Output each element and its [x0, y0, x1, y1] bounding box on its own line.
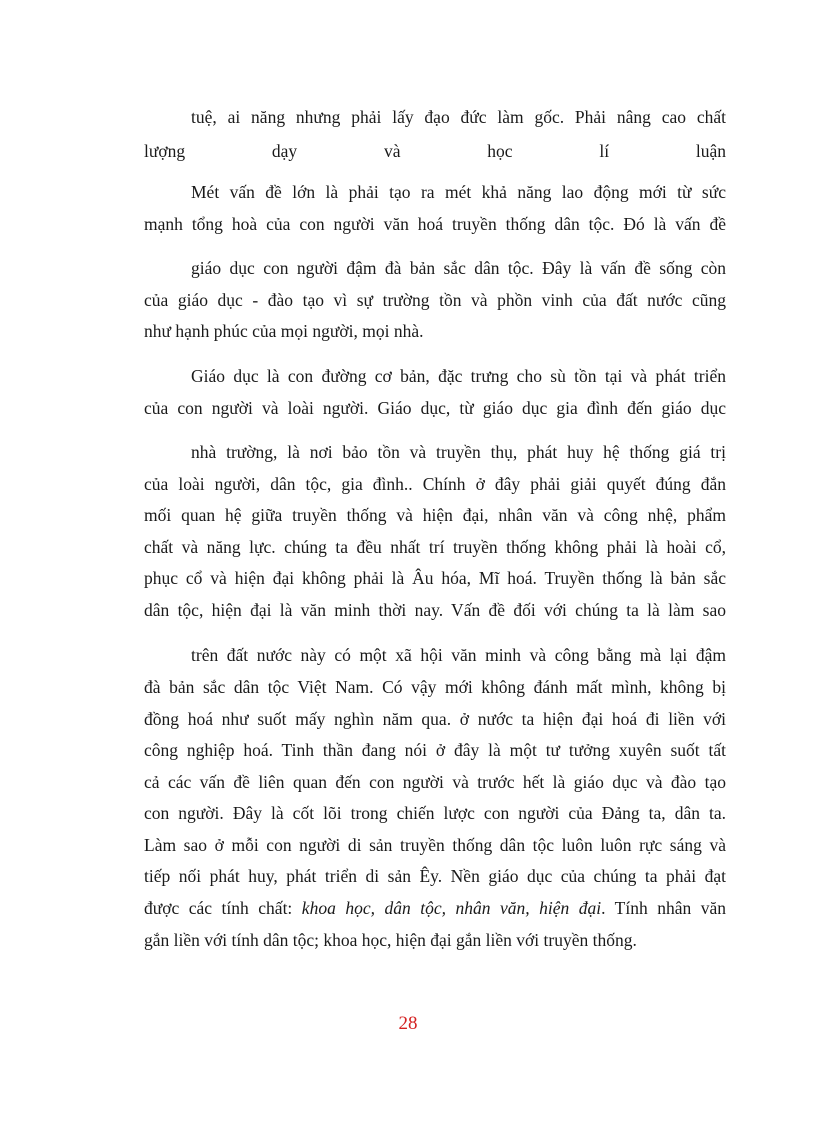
text-line [144, 896, 726, 920]
text-line: phục cổ và hiện đại không phải là Âu hóa, Mĩ hoá. Truyền thống là bản sắc [144, 568, 726, 588]
text-line: công nghiệp hoá. Tinh thần đang nói ở đây là một tư tưởng xuyên suốt tất [144, 740, 726, 760]
text-line: dân tộc, hiện đại là văn minh thời nay. Vấn đề đối với chúng ta là làm sao [144, 600, 726, 620]
text-line: tuệ, ai năng nhưng phải lấy đạo đức làm gốc. Phải nâng cao chất [191, 107, 726, 127]
text-line: như hạnh phúc của mọi người, mọi nhà. [144, 321, 424, 341]
text-line: cả các vấn đề liên quan đến con người và trước hết là giáo dục và đào tạo [144, 772, 726, 792]
text-line: của loài người, dân tộc, gia đình.. Chính ở đây phải giải quyết đúng đắn [144, 474, 726, 494]
text-line: trên đất nước này có một xã hội văn minh và công bằng mà lại đậm [191, 645, 726, 665]
text-segment: được các tính chất: [144, 898, 302, 918]
text-line: đà bản sắc dân tộc Việt Nam. Có vậy mới không đánh mất mình, không bị [144, 677, 726, 697]
text-line: của con người và loài người. Giáo dục, từ giáo dục gia đình đến giáo dục [144, 398, 726, 418]
text-line: con người. Đây là cốt lõi trong chiến lược con người của Đảng ta, dân ta. [144, 803, 726, 823]
text-line: tiếp nối phát huy, phát triển di sản Êy. Nền giáo dục của chúng ta phải đạt [144, 866, 726, 886]
text-line: mạnh tổng hoà của con người văn hoá truyền thống dân tộc. Đó là vấn đề [144, 214, 726, 234]
page-number: 28 [398, 1013, 418, 1034]
text-line: giáo dục con người đậm đà bản sắc dân tộc. Đây là vấn đề sống còn [191, 258, 726, 278]
text-line: Làm sao ở mỗi con người di sản truyền thống dân tộc luôn luôn rực sáng và [144, 835, 726, 855]
text-line: đồng hoá như suốt mấy nghìn năm qua. ở nước ta hiện đại hoá đi liền với [144, 709, 726, 729]
text-line: chất và năng lực. chúng ta đều nhất trí truyền thống không phải là hoài cổ, [144, 537, 726, 557]
text-line: nhà trường, là nơi bảo tồn và truyền thụ, phát huy hệ thống giá trị [191, 442, 726, 462]
text-segment: . Tính nhân văn [601, 898, 726, 918]
text-line: lượng dạy và học lí luận [144, 141, 726, 161]
text-line: mối quan hệ giữa truyền thống và hiện đại, nhân văn và công nhệ, phẩm [144, 505, 726, 525]
text-line: Mét vấn đề lớn là phải tạo ra mét khả năng lao động mới từ sức [191, 182, 726, 202]
text-line: của giáo dục - đào tạo vì sự trường tồn và phồn vinh của đất nước cũng [144, 290, 726, 310]
text-line: Giáo dục là con đường cơ bản, đặc trưng cho sù tồn tại và phát triển [191, 366, 726, 386]
text-line: gắn liền với tính dân tộc; khoa học, hiện đại gắn liền với truyền thống. [144, 930, 637, 950]
italic-text-segment: khoa học, dân tộc, nhân văn, hiện đại [301, 898, 602, 918]
